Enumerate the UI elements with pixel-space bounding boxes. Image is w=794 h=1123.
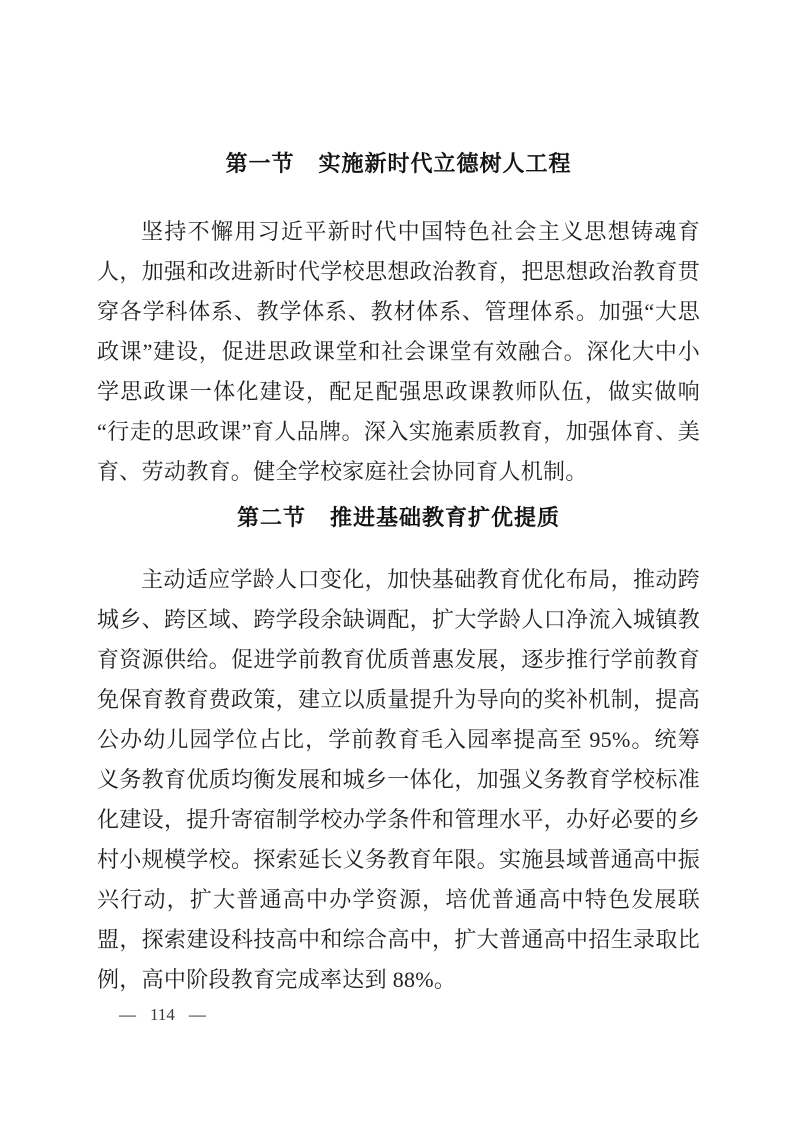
section-2 (97, 500, 700, 1000)
footer-dash-left: — (119, 1005, 136, 1024)
footer-dash-right: — (188, 1005, 206, 1024)
page-footer (119, 1002, 206, 1028)
section-2-heading-label: 第二节 (236, 505, 306, 530)
section-1-heading-title: 实施新时代立德树人工程 (318, 151, 572, 176)
section-2-heading-title: 推进基础教育扩优提质 (330, 505, 561, 530)
section-1 (97, 146, 700, 492)
section-1-paragraph: 坚持不懈用习近平新时代中国特色社会主义思想铸魂育人，加强和改进新时代学校思想政治教育，把思想政治教育贯穿各学科体系、教学体系、教材体系、管理体系。加强“大思政课”建设，促进思政课堂和社会课堂有效融合。深化大中小学思政课一体化建设，配足配强思政课教师队伍，做实做响“行走的思政课”育人品牌。深入实施素质教育，加强体育、美育、劳动教育。健全学校家庭社会协同育人机制。 (97, 219, 700, 484)
section-2-heading (97, 500, 700, 536)
section-2-paragraph: 主动适应学龄人口变化，加快基础教育优化布局，推动跨城乡、跨区域、跨学段余缺调配，扩大学龄人口净流入城镇教育资源供给。促进学前教育优质普惠发展，逐步推行学前教育免保育教育费政策，建立以质量提升为导向的奖补机制，提高公办幼儿园学位占比，学前教育毛入园率提高至 95%。统筹义务教育优质均衡发展和城乡一体化，加强义务教育学校标准化建设，提升寄宿制学校办学条件和管理水平，办好必要的乡村小规模学校。探索延长义务教育年限。实施县域普通高中振兴行动，扩大普通高中办学资源，培优普通高中特色发展联盟，探索建设科技高中和综合高中，扩大普通高中招生录取比例，高中阶段教育完成率达到 88%。 (97, 567, 700, 992)
page-number: 114 (150, 1005, 175, 1024)
section-1-heading-label: 第一节 (225, 151, 295, 176)
section-1-heading (97, 146, 700, 182)
